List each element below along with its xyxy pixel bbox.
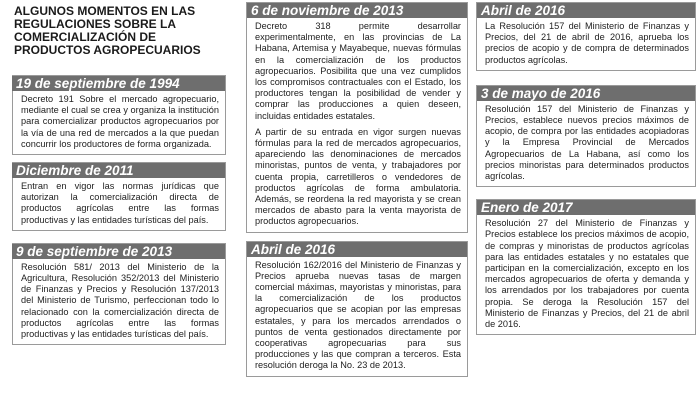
timeline-entry-nov-2013 xyxy=(246,2,468,233)
column-2 xyxy=(246,0,468,406)
entry-text: Decreto 318 permite desarrollar experimentalmente, en las provincias de La Habana, Artemisa y Mayabeque, nuevas fórmulas en la comercialización de los productos agropecuarios. Posibilita que una vez cumplidos los compromisos contractuales con el Estado, los productores tengan la posibilidad de vender y comprar las producciones a quien deseen, incluidas entidades estatales. A partir de su entrada en vigor surgen nuevas fórmulas para la red de mercados agropecuarios, apareciendo las denominaciones de mercados minoristas, puntos de venta, y trabajadores por cuenta propia, carretilleros o vendedores de productos agrícolas de forma ambulatoria. Además, se reordena la red mayorista y se crean mercados de abasto para la venta mayorista de productos agropecuarios. xyxy=(255,21,461,227)
timeline-entry-2011 xyxy=(12,162,226,231)
timeline-entry-apr-2016-a xyxy=(246,241,468,377)
entry-text: Entran en vigor las normas jurídicas que autorizan la comercialización directa de productos agrícolas entre las formas productivas y las entidades turísticas del país. xyxy=(21,181,219,225)
entry-date: Abril de 2016 xyxy=(477,3,695,18)
entry-date: Enero de 2017 xyxy=(477,200,695,215)
entry-date: 9 de septiembre de 2013 xyxy=(12,244,225,259)
entry-date: Diciembre de 2011 xyxy=(12,163,225,178)
entry-date: 3 de mayo de 2016 xyxy=(477,86,695,101)
entry-text: Resolución 162/2016 del Ministerio de Finanzas y Precios aprueba nuevas tasas de margen comercial máximas, mayoristas y minoristas, para la comercialización de los productos agropecuarios que se acopian por las empresas estatales, y para los mercados arrendados o puntos de venta gestionados directamente por cooperativas agropecuarias para sus producciones y las que compran a terceros. Esta resolución deroga la No. 23 de 2013. xyxy=(255,259,461,371)
column-3 xyxy=(476,0,696,406)
page-title: ALGUNOS MOMENTOS EN LAS REGULACIONES SOBRE LA COMERCIALIZACIÓN DE PRODUCTOS AGROPECUARIOS xyxy=(14,4,201,57)
entry-text: Resolución 27 del Ministerio de Finanzas y Precios establece los precios máximos de acopio, de compras y minoristas de productos agrícolas para las entidades estatales y no estatales que participan en la comercialización, excepto en los mercados agropecuarios de oferta y demanda y los arrendados por los trabajadores por cuenta propia. Se deroga la Resolución 157 del Ministerio de Finanzas y Precios, del 21 de abril de 2016. xyxy=(485,218,689,330)
entry-text: Decreto 191 Sobre el mercado agropecuario, mediante el cual se crea y organiza la institución para comercializar productos agropecuarios por la vía de una red de mercados a la que puedan concurrir los productores de forma organizada. xyxy=(21,94,219,149)
entry-date: 6 de noviembre de 2013 xyxy=(247,3,467,18)
timeline-entry-1994 xyxy=(12,75,226,155)
entry-date: Abril de 2016 xyxy=(247,242,467,257)
entry-text: Resolución 157 del Ministerio de Finanzas y Precios, establece nuevos precios máximos de acopio, de compra por las entidades acopiadoras y la Empresa Provincial de Mercados Agropecuarios de La Habana, así como los precios minoristas para determinados productos agrícolas. xyxy=(485,103,689,182)
entry-text: Resolución 581/ 2013 del Ministerio de la Agricultura, Resolución 352/2013 del Ministerio de Finanzas y Precios y Resolución 137/2013 del Ministerio de Turismo, perfeccionan todo lo relacionado con la comercialización directa de productos agrícolas entre las formas productivas y las entidades turísticas del país. xyxy=(21,261,219,340)
timeline-entry-may-2016 xyxy=(476,85,696,187)
column-1 xyxy=(4,0,226,406)
timeline-entry-sep-2013 xyxy=(12,243,226,345)
entry-date: 19 de septiembre de 1994 xyxy=(12,76,225,91)
entry-text: La Resolución 157 del Ministerio de Finanzas y Precios, del 21 de abril de 2016, aprueba los precios de acopio y de compra de determinados productos agrícolas. xyxy=(485,21,689,65)
timeline-entry-jan-2017 xyxy=(476,199,696,335)
timeline-entry-apr-2016-b xyxy=(476,2,696,71)
